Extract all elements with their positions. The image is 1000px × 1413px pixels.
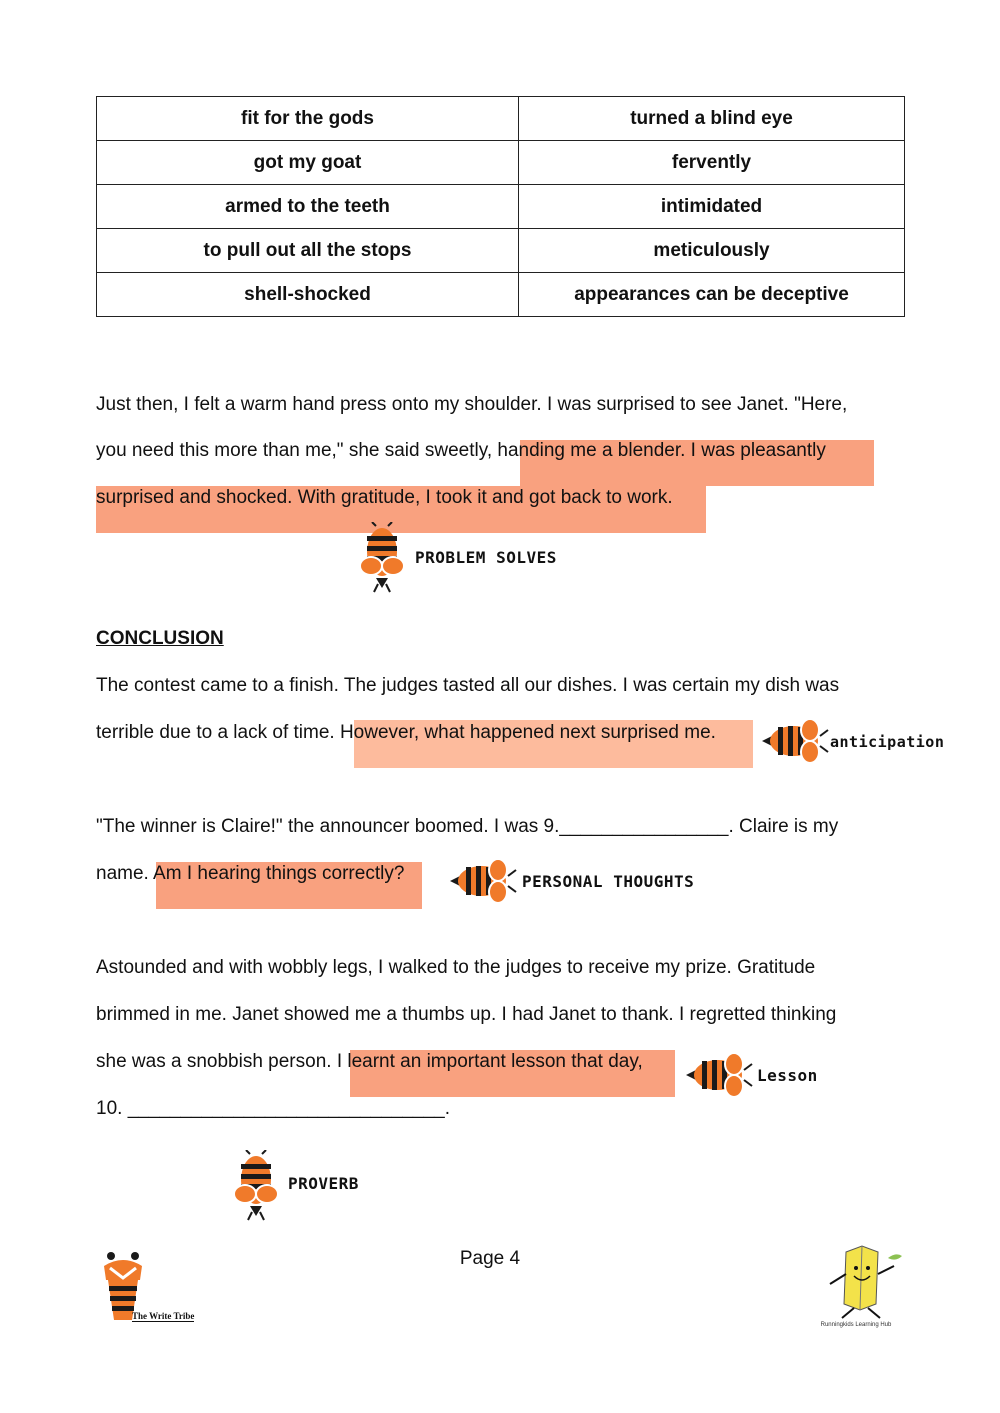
word-cell: appearances can be deceptive (519, 273, 905, 317)
highlighted-text: Am I hearing things correctly? (153, 863, 405, 884)
paragraph-line (96, 1052, 643, 1072)
paragraph-line (96, 441, 826, 461)
table-row (97, 97, 905, 141)
paragraph-line: Astounded and with wobbly legs, I walked to the judges to receive my prize. Gratitude (96, 957, 816, 978)
tag-personal-thoughts: PERSONAL THOUGHTS (522, 872, 695, 891)
word-cell: to pull out all the stops (97, 229, 519, 273)
tag-proverb: PROVERB (288, 1174, 359, 1193)
highlighted-text: I learnt an important lesson that day, (336, 1051, 643, 1072)
page-number: Page 4 (459, 1248, 521, 1269)
word-cell: meticulously (519, 229, 905, 273)
section-heading: CONCLUSION (96, 628, 224, 649)
tag-lesson: Lesson (757, 1066, 818, 1085)
tag-problem-solves: PROBLEM SOLVES (415, 548, 557, 567)
table-row (97, 185, 905, 229)
highlighted-text: handing me a blender. I was pleasantly (497, 440, 826, 461)
word-cell: armed to the teeth (97, 185, 519, 229)
bee-icon (358, 522, 406, 594)
paragraph-line: brimmed in me. Janet showed me a thumbs up. I had Janet to thank. I regretted thinking (96, 1004, 837, 1025)
runningkids-logo-icon (812, 1244, 904, 1320)
bee-icon (684, 1052, 754, 1098)
paragraph-line: "The winner is Claire!" the announcer boomed. I was 9.________________. Claire is my (96, 816, 839, 837)
paragraph-line: The contest came to a finish. The judges tasted all our dishes. I was certain my dish was (96, 675, 840, 696)
word-cell: fervently (519, 141, 905, 185)
word-cell: intimidated (519, 185, 905, 229)
tag-anticipation: anticipation (830, 733, 945, 751)
text: name. (96, 863, 154, 884)
table-row (97, 229, 905, 273)
word-cell: fit for the gods (97, 97, 519, 141)
logo-right-text: Runningkids Learning Hub (820, 1322, 892, 1328)
table-row (97, 141, 905, 185)
text: terrible due to a lack of time. (96, 722, 340, 743)
text: she was a snobbish person. (96, 1051, 337, 1072)
word-cell: shell-shocked (97, 273, 519, 317)
highlighted-text: surprised and shocked. With gratitude, I took it and got back to work. (96, 487, 673, 508)
paragraph-line (96, 864, 404, 884)
bee-icon (448, 858, 518, 904)
paragraph-line: Just then, I felt a warm hand press onto my shoulder. I was surprised to see Janet. "Here, (96, 394, 848, 415)
highlighted-text: However, what happened next surprised me. (339, 722, 716, 743)
logo-left-text: The Write Tribe (132, 1311, 195, 1321)
word-cell: turned a blind eye (519, 97, 905, 141)
text: you need this more than me," she said sweetly, (96, 440, 498, 461)
bee-icon (760, 718, 830, 764)
word-bank-table (96, 96, 905, 317)
answer-blank-10: 10. ______________________________. (96, 1098, 450, 1119)
paragraph-line (96, 723, 716, 743)
word-cell: got my goat (97, 141, 519, 185)
table-row (97, 273, 905, 317)
bee-icon (232, 1150, 280, 1222)
